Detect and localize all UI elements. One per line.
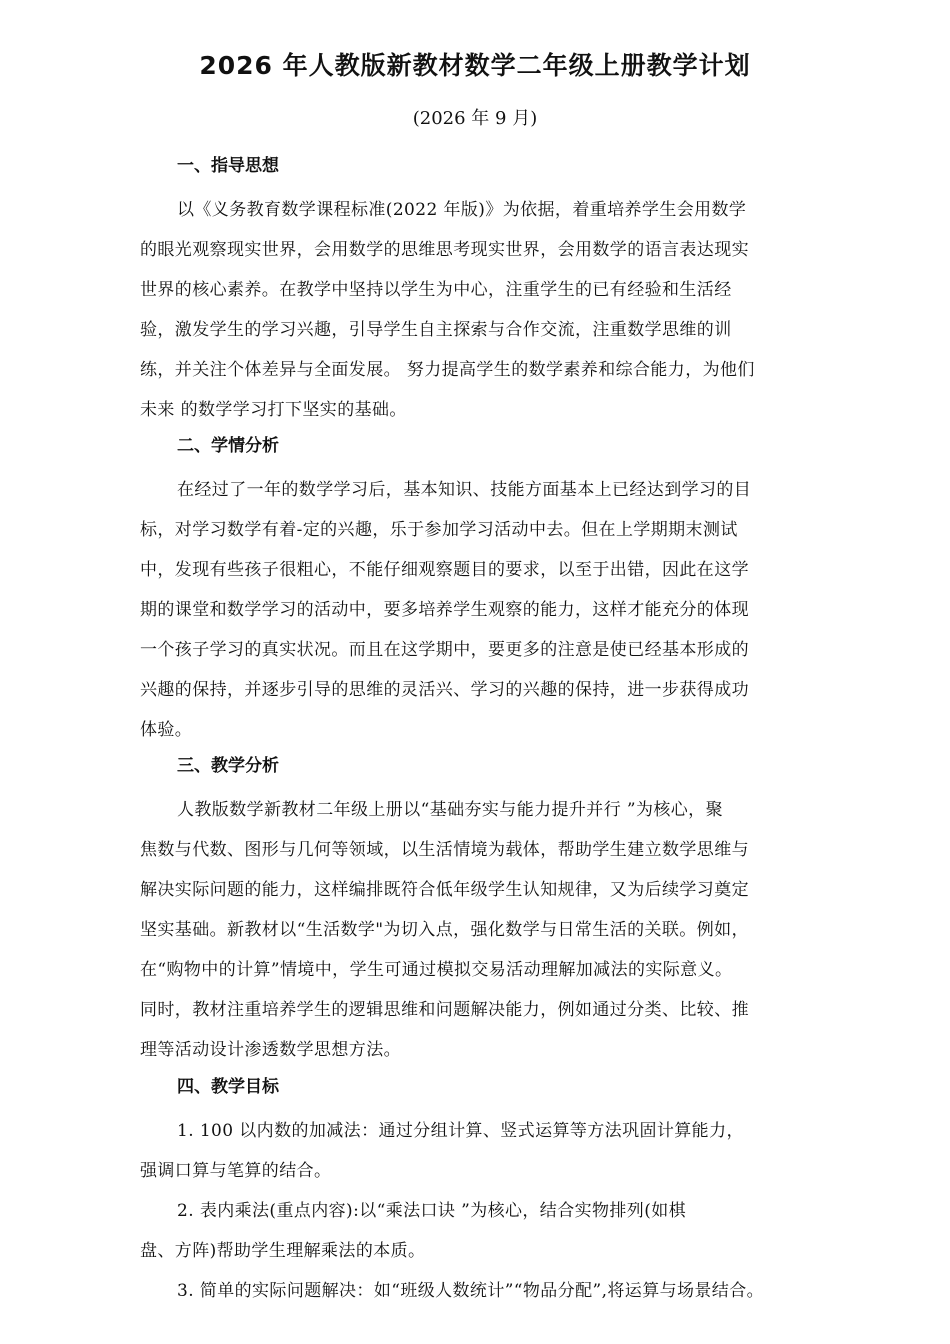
paragraph-line: 标，对学习数学有着-定的兴趣，乐于参加学习活动中去。但在上学期期末测试 — [140, 520, 738, 540]
paragraph-line: 在“购物中的计算”情境中，学生可通过模拟交易活动理解加减法的实际意义。 — [140, 960, 733, 980]
list-item: 3. 简单的实际问题解决：如“班级人数统计”“物品分配”,将运算与场景结合。 — [177, 1281, 764, 1301]
list-item: 1. 100 以内数的加减法：通过分组计算、竖式运算等方法巩固计算能力， — [177, 1121, 744, 1141]
paragraph-line: 的眼光观察现实世界，会用数学的思维思考现实世界，会用数学的语言表达现实 — [140, 240, 749, 260]
paragraph-line: 焦数与代数、图形与几何等领域，以生活情境为载体，帮助学生建立数学思维与 — [140, 840, 749, 860]
list-item: 2. 表内乘法(重点内容):以“乘法口诀 ”为核心，结合实物排列(如棋 — [177, 1201, 687, 1221]
paragraph-line: 坚实基础。新教材以“生活数学"为切入点，强化数学与日常生活的关联。例如， — [140, 920, 749, 940]
paragraph-line: 解决实际问题的能力，这样编排既符合低年级学生认知规律，又为后续学习奠定 — [140, 880, 749, 900]
paragraph-line: 在经过了一年的数学学习后，基本知识、技能方面基本上已经达到学习的目 — [177, 480, 752, 500]
paragraph-line: 人教版数学新教材二年级上册以“基础夯实与能力提升并行 ”为核心，聚 — [177, 800, 723, 820]
paragraph-line: 兴趣的保持，并逐步引导的思维的灵活兴、学习的兴趣的保持，进一步获得成功 — [140, 680, 749, 700]
paragraph-line: 中，发现有些孩子很粗心，不能仔细观察题目的要求，以至于出错，因此在这学 — [140, 560, 749, 580]
paragraph-line: 世界的核心素养。在教学中坚持以学生为中心，注重学生的已有经验和生活经 — [140, 280, 732, 300]
paragraph-line: 练，并关注个体差异与全面发展。 努力提高学生的数学素养和综合能力，为他们 — [140, 360, 755, 380]
paragraph-line: 一个孩子学习的真实状况。而且在这学期中，要更多的注意是使已经基本形成的 — [140, 640, 749, 660]
paragraph-line: 期的课堂和数学学习的活动中，要多培养学生观察的能力，这样才能充分的体现 — [140, 600, 749, 620]
section-heading: 一、指导思想 — [177, 156, 279, 176]
section-heading: 三、教学分析 — [177, 756, 279, 776]
list-item-continuation: 强调口算与笔算的结合。 — [140, 1161, 332, 1181]
paragraph-line: 验，激发学生的学习兴趣，引导学生自主探索与合作交流，注重数学思维的训 — [140, 320, 732, 340]
paragraph-line: 体验。 — [140, 720, 193, 740]
paragraph-line: 以《义务教育数学课程标准(2022 年版)》为依据，着重培养学生会用数学 — [177, 200, 747, 220]
list-item-continuation: 盘、方阵)帮助学生理解乘法的本质。 — [140, 1241, 426, 1261]
paragraph-line: 未来 的数学学习打下坚实的基础。 — [140, 400, 407, 420]
document-date: (2026 年 9 月) — [412, 108, 538, 129]
section-heading: 二、学情分析 — [177, 436, 279, 456]
document-title: 2026 年人教版新教材数学二年级上册教学计划 — [199, 51, 751, 80]
paragraph-line: 理等活动设计渗透数学思想方法。 — [140, 1040, 401, 1060]
section-heading: 四、教学目标 — [177, 1077, 279, 1097]
paragraph-line: 同时，教材注重培养学生的逻辑思维和问题解决能力，例如通过分类、比较、推 — [140, 1000, 749, 1020]
